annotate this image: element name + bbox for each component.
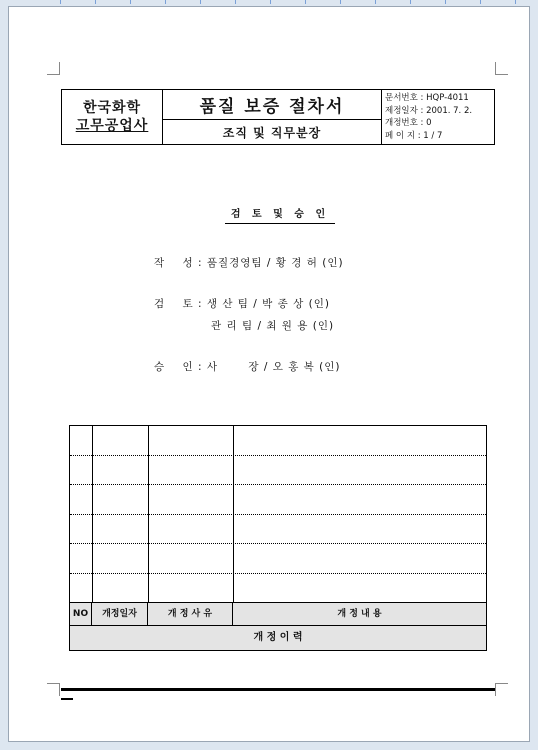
document-header-table (61, 89, 495, 145)
approver-line: 승 인 : 사 장 / 오 홍 복 (인) (154, 361, 341, 373)
header-no: NO (70, 603, 92, 625)
document-subtitle: 조직 및 직무분장 (222, 125, 322, 140)
bottom-divider-tail (61, 698, 73, 700)
table-row (70, 455, 486, 456)
document-title: 품질 보증 절차서 (163, 90, 381, 120)
revision-number: 개정번호 : 0 (385, 118, 432, 128)
margin-corner-mark (495, 683, 508, 696)
reviewer-line-2: 관 리 팀 / 최 원 용 (인) (211, 320, 335, 332)
doc-number: 문서번호 : HQP-4011 (385, 93, 469, 103)
header-reason: 개 정 사 유 (148, 603, 233, 625)
author-line: 작 성 : 품질경영팀 / 황 경 허 (인) (154, 257, 344, 269)
page-number: 페 이 지 : 1 / 7 (385, 130, 443, 141)
margin-corner-mark (47, 683, 60, 696)
title-cell (163, 90, 382, 144)
company-logo (62, 90, 163, 144)
table-row (70, 573, 486, 574)
document-meta (382, 90, 494, 144)
table-row (70, 484, 486, 485)
reviewer-line-1: 검 토 : 생 산 팀 / 박 종 상 (인) (154, 298, 330, 310)
revision-history-label: 개 정 이 력 (70, 626, 486, 650)
table-row (70, 514, 486, 515)
revision-table-header (70, 602, 486, 626)
issue-date: 제정일자 : 2001. 7. 2. (385, 105, 473, 116)
header-date: 개정일자 (92, 603, 148, 625)
company-name-line2: 고무공업사 (75, 118, 149, 134)
margin-corner-mark (495, 62, 508, 75)
margin-corner-mark (47, 62, 60, 75)
revision-history-table (69, 425, 487, 651)
approval-heading: 검 토 및 승 인 (225, 205, 335, 224)
company-name-line1: 한국화학 (82, 99, 142, 116)
document-page[interactable] (8, 6, 530, 742)
bottom-divider (61, 688, 495, 691)
table-row (70, 543, 486, 544)
header-content: 개 정 내 용 (337, 609, 382, 619)
